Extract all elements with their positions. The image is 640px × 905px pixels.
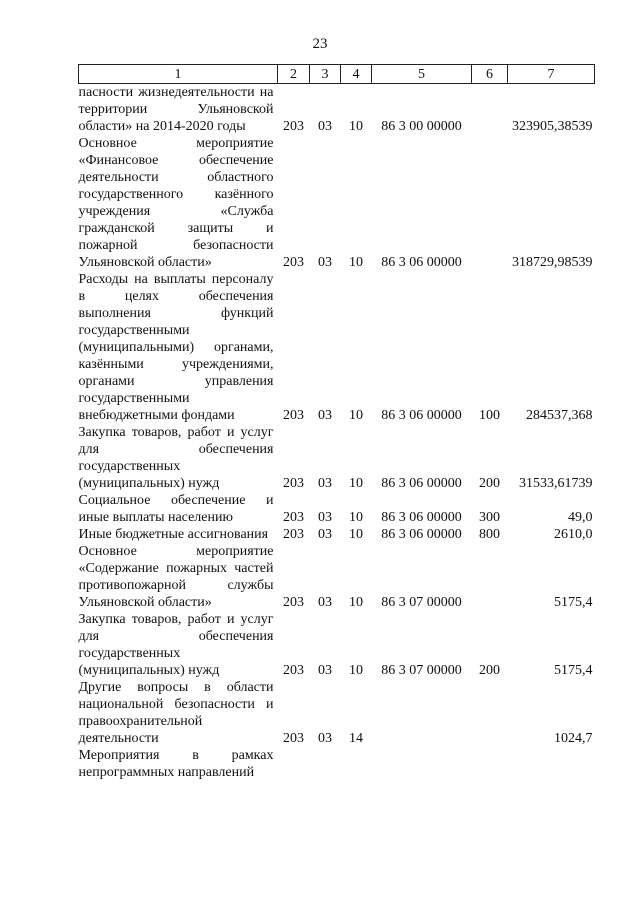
row-target-code: 86 3 06 00000	[381, 408, 462, 423]
table-row	[79, 543, 595, 611]
row-grbs: 203	[283, 255, 304, 270]
row-expense-type	[472, 135, 508, 271]
row-expense-type	[472, 747, 508, 781]
col-header-5: 5	[372, 65, 472, 84]
row-grbs: 203	[283, 119, 304, 134]
col-header-1: 1	[79, 65, 278, 84]
row-section: 03	[318, 476, 332, 491]
table-row	[79, 271, 595, 424]
row-target-code: 86 3 07 00000	[381, 663, 462, 678]
row-grbs: 203	[283, 595, 304, 610]
row-subsection: 10	[349, 476, 363, 491]
row-subsection: 10	[349, 663, 363, 678]
row-section: 03	[318, 510, 332, 525]
row-sum: 31533,61739	[519, 476, 593, 491]
row-section: 03	[318, 731, 332, 746]
table-row	[79, 526, 595, 543]
row-section: 03	[318, 663, 332, 678]
row-subsection: 10	[349, 510, 363, 525]
header-row	[79, 65, 595, 84]
row-subsection: 14	[349, 731, 363, 746]
row-name: Другие вопросы в области национальной безопасности и правоохранительной деятельности	[78, 680, 274, 746]
row-expense-type: 300	[479, 510, 500, 525]
row-subsection: 10	[349, 408, 363, 423]
row-target-code: 86 3 06 00000	[381, 527, 462, 542]
row-section: 03	[318, 527, 332, 542]
row-section: 03	[318, 255, 332, 270]
col-header-6: 6	[472, 65, 508, 84]
row-grbs: 203	[283, 408, 304, 423]
row-section: 03	[318, 595, 332, 610]
row-section: 03	[318, 119, 332, 134]
row-target-code: 86 3 06 00000	[381, 510, 462, 525]
row-subsection: 10	[349, 119, 363, 134]
row-sum	[508, 747, 595, 781]
row-expense-type: 100	[479, 408, 500, 423]
table-row	[79, 747, 595, 781]
row-grbs	[278, 747, 310, 781]
row-expense-type: 200	[479, 476, 500, 491]
row-section: 03	[318, 408, 332, 423]
row-name: Иные бюджетные ассигнования	[78, 527, 269, 542]
row-target-code: 86 3 07 00000	[381, 595, 462, 610]
row-grbs: 203	[283, 527, 304, 542]
row-sum: 284537,368	[526, 408, 593, 423]
row-target-code	[372, 747, 472, 781]
row-subsection	[341, 747, 372, 781]
row-section	[310, 747, 341, 781]
row-grbs: 203	[283, 510, 304, 525]
row-expense-type	[472, 679, 508, 747]
row-name: Основное мероприятие «Финансовое обеспечение деятельности областного государственного казённого учреждения «Служба гражданской защиты и пожарной безопасности Ульяновской области»	[78, 136, 274, 270]
row-name: Расходы на выплаты персоналу в целях обеспечения выполнения функций государственными (муниципальными) органами, казёнными учреждениями, органами управления государственными внебюджетными фондами	[78, 272, 274, 423]
row-name: Мероприятия в рамках непрограммных направлений	[78, 748, 274, 780]
col-header-3: 3	[310, 65, 341, 84]
row-name: Закупка товаров, работ и услуг для обеспечения государственных (муниципальных) нужд	[78, 425, 274, 491]
row-sum: 2610,0	[554, 527, 593, 542]
table-row	[79, 424, 595, 492]
row-name: пасности жизнедеятельности на территории Ульяновской области» на 2014-2020 годы	[78, 85, 274, 134]
row-name: Закупка товаров, работ и услуг для обеспечения государственных (муниципальных) нужд	[78, 612, 274, 678]
row-target-code: 86 3 06 00000	[381, 476, 462, 491]
table-row	[79, 492, 595, 526]
row-expense-type	[472, 84, 508, 136]
row-expense-type	[472, 543, 508, 611]
page-number: 23	[312, 36, 328, 52]
row-subsection: 10	[349, 595, 363, 610]
row-grbs: 203	[283, 663, 304, 678]
row-target-code: 86 3 00 00000	[381, 119, 462, 134]
row-sum: 323905,38539	[512, 119, 593, 134]
row-sum: 318729,98539	[512, 255, 593, 270]
budget-table	[78, 64, 595, 781]
row-name: Социальное обеспечение и иные выплаты населению	[78, 493, 274, 525]
col-header-4: 4	[341, 65, 372, 84]
row-target-code	[372, 679, 472, 747]
row-sum: 5175,4	[554, 663, 593, 678]
row-target-code: 86 3 06 00000	[381, 255, 462, 270]
row-sum: 5175,4	[554, 595, 593, 610]
col-header-2: 2	[278, 65, 310, 84]
table-row	[79, 135, 595, 271]
row-name: Основное мероприятие «Содержание пожарных частей противопожарной службы Ульяновской области»	[78, 544, 274, 610]
row-grbs: 203	[283, 476, 304, 491]
table-row	[79, 611, 595, 679]
row-sum: 49,0	[568, 510, 593, 525]
row-subsection: 10	[349, 255, 363, 270]
table-row	[79, 84, 595, 136]
table-row	[79, 679, 595, 747]
row-sum: 1024,7	[554, 731, 593, 746]
col-header-7: 7	[508, 65, 595, 84]
row-subsection: 10	[349, 527, 363, 542]
row-expense-type: 200	[479, 663, 500, 678]
row-expense-type: 800	[479, 527, 500, 542]
row-grbs: 203	[283, 731, 304, 746]
